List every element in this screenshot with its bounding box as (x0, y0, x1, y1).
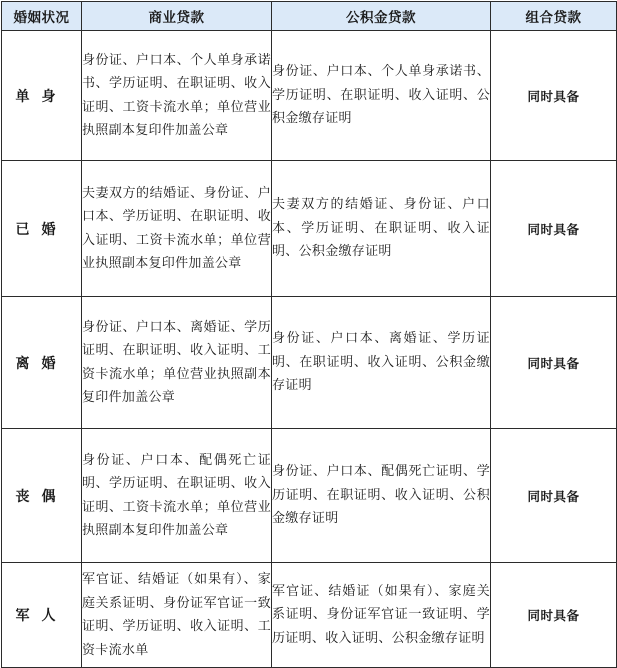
provident-requirements: 身份证、户口本、配偶死亡证明、学历证明、在职证明、收入证明、公积金缴存证明 (272, 429, 491, 563)
provident-requirements: 军官证、结婚证（如果有）、家庭关系证明、身份证军官证一致证明、学历证明、收入证明、公积金缴存证明 (272, 563, 491, 668)
commercial-requirements: 身份证、户口本、配偶死亡证明、学历证明、在职证明、收入证明、工资卡流水单；单位营业执照副本复印件加盖公章 (82, 429, 272, 563)
table-row (2, 563, 617, 668)
provident-requirements: 身份证、户口本、个人单身承诺书、学历证明、在职证明、收入证明、公积金缴存证明 (272, 31, 491, 161)
commercial-requirements: 夫妻双方的结婚证、身份证、户口本、学历证明、在职证明、收入证明、工资卡流水单；单位营业执照副本复印件加盖公章 (82, 161, 272, 297)
combined-requirements: 同时具备 (491, 161, 617, 297)
row-status: 已婚 (2, 161, 82, 297)
combined-requirements: 同时具备 (491, 429, 617, 563)
row-status: 单身 (2, 31, 82, 161)
row-status: 离婚 (2, 297, 82, 429)
table-row (2, 297, 617, 429)
provident-requirements: 身份证、户口本、离婚证、学历证明、在职证明、收入证明、公积金缴存证明 (272, 297, 491, 429)
header-combined-loan: 组合贷款 (491, 2, 617, 31)
header-provident-fund-loan: 公积金贷款 (272, 2, 491, 31)
row-status: 军人 (2, 563, 82, 668)
combined-requirements: 同时具备 (491, 297, 617, 429)
table-row (2, 161, 617, 297)
header-commercial-loan: 商业贷款 (82, 2, 272, 31)
header-row (2, 2, 617, 31)
header-status: 婚姻状况 (2, 2, 82, 31)
commercial-requirements: 身份证、户口本、个人单身承诺书、学历证明、在职证明、收入证明、工资卡流水单；单位营业执照副本复印件加盖公章 (82, 31, 272, 161)
table-row (2, 429, 617, 563)
table-row (2, 31, 617, 161)
commercial-requirements: 身份证、户口本、离婚证、学历证明、在职证明、收入证明、工资卡流水单；单位营业执照副本复印件加盖公章 (82, 297, 272, 429)
combined-requirements: 同时具备 (491, 31, 617, 161)
commercial-requirements: 军官证、结婚证（如果有）、家庭关系证明、身份证军官证一致证明、学历证明、收入证明、工资卡流水单 (82, 563, 272, 668)
loan-requirements-table (1, 1, 617, 668)
row-status: 丧偶 (2, 429, 82, 563)
provident-requirements: 夫妻双方的结婚证、身份证、户口本、学历证明、在职证明、收入证明、公积金缴存证明 (272, 161, 491, 297)
combined-requirements: 同时具备 (491, 563, 617, 668)
